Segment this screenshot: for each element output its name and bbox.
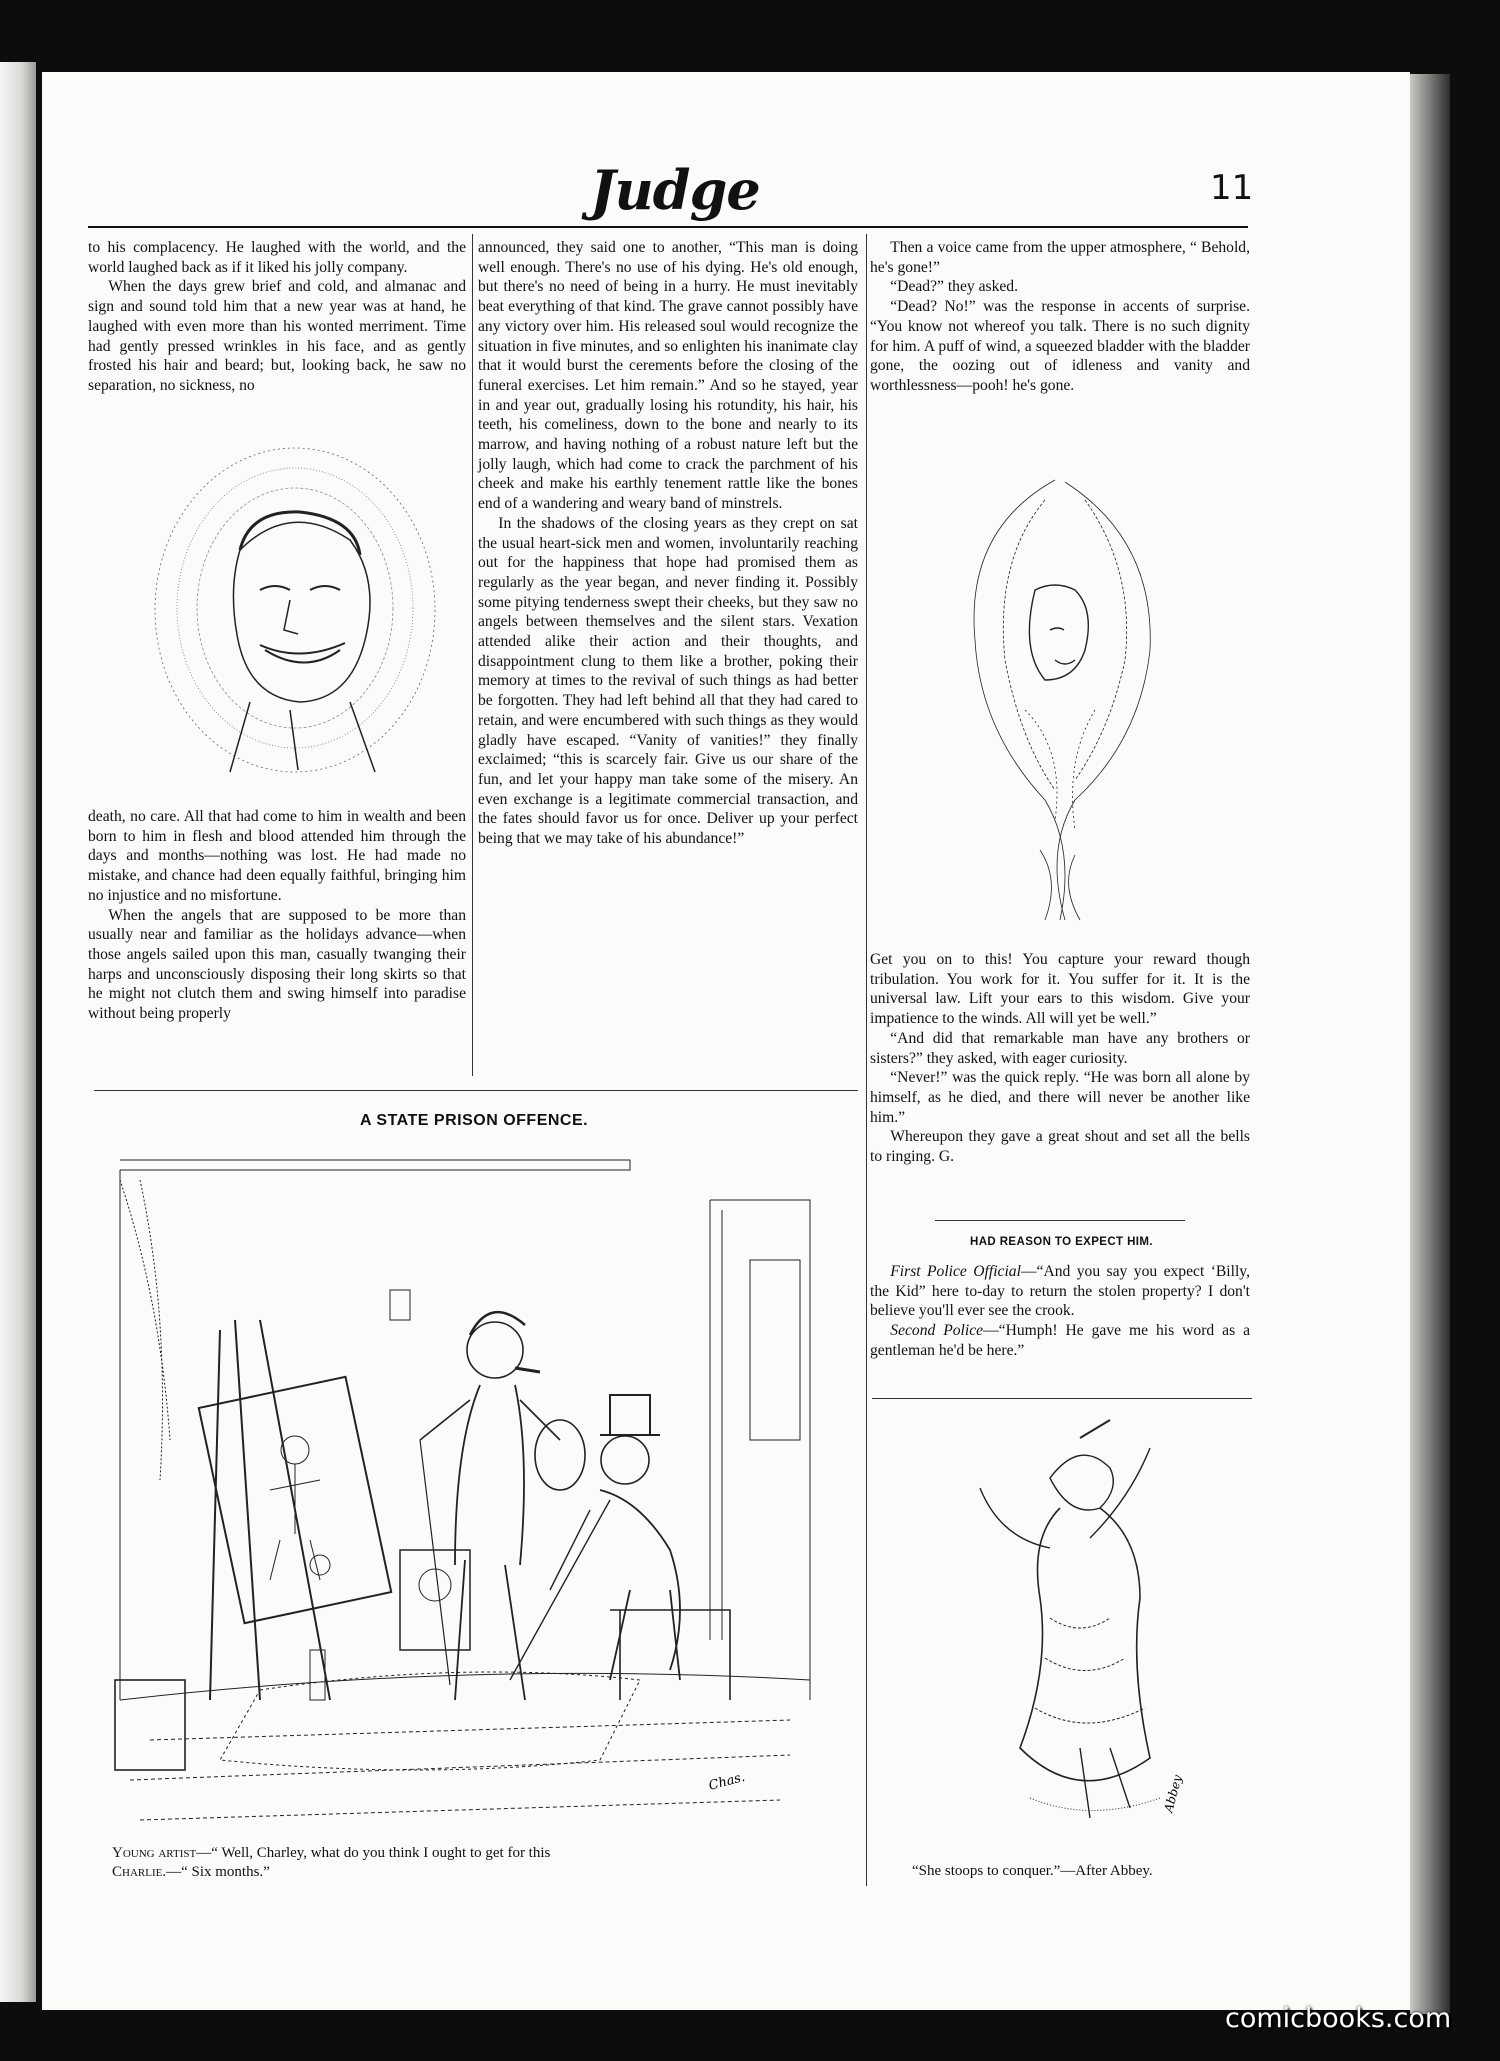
paragraph xyxy=(870,238,1250,277)
caption-line-2: —“ Six months.” xyxy=(166,1864,270,1880)
anecdote-title: HAD REASON TO EXPECT HIM. xyxy=(970,1236,1153,1248)
illustration-caption-abbey: “She stoops to conquer.”—After Abbey. xyxy=(912,1863,1153,1879)
paragraph xyxy=(870,1127,1250,1166)
paragraph-text: “Dead?” they asked. xyxy=(890,278,1018,296)
paragraph xyxy=(88,906,466,1024)
column-divider-2 xyxy=(866,234,867,1886)
caption-speaker-2: Charlie. xyxy=(112,1864,167,1880)
paragraph xyxy=(870,1068,1250,1127)
page-number: 11 xyxy=(1210,168,1254,208)
svg-text:Abbey: Abbey xyxy=(1161,1773,1185,1814)
column-1-bottom-text xyxy=(88,807,466,1024)
paragraph xyxy=(870,950,1250,1029)
anecdote-rule-top xyxy=(935,1220,1185,1221)
paragraph-text: Whereupon they gave a great shout and set all the bells to ringing. G. xyxy=(870,1128,1250,1166)
cartoon-title: A STATE PRISON OFFENCE. xyxy=(360,1112,589,1129)
paragraph-text: Then a voice came from the upper atmosphere, “ Behold, he's gone!” xyxy=(870,239,1250,276)
caption-line-1: —“ Well, Charley, what do you think I ought to get for this xyxy=(196,1845,551,1861)
paragraph xyxy=(870,1321,1250,1360)
paragraph xyxy=(88,807,466,906)
dancing-woman-illustration xyxy=(940,1418,1220,1838)
left-page-spine xyxy=(0,62,36,2002)
speaker-name: First Police Official xyxy=(890,1263,1021,1280)
paragraph-text: announced, they said one to another, “This man is doing well enough. There's no use of his dying. He's old enough, but there's no need of being in a hurry. He must inevitably beat everything of that kind. The grave cannot possibly have any victory over him. His released soul would recognize the situation in five minutes, and so enlighten his inanimate clay that it would burst the cerements before the closing of the funeral exercises. Let him remain.” And so he stayed, year in and year out, gradually losing his rotundity, his hair, his teeth, his comeliness, down to the bone and nearly to its marrow, and having nothing of a robust nature left but the jolly laugh, which had come to crack the parchment of his cheek and make his earthly tenement rattle like the bones end of a wandering and weary band of minstrels. xyxy=(478,239,858,513)
paragraph-text: When the angels that are supposed to be more than usually near and familiar as the holidays advance—when those angels sailed upon this man, casually twanging their harps and unconsciously disposing their long skirts so that he might not clutch them and swing himself into paradise without being properly xyxy=(88,906,466,1023)
paragraph-text: Get you on to this! You capture your reward though tribulation. You work for it. You suffer for it. It is the universal law. Lift your ears to this wisdom. Give your impatience to the winds. All will yet be well.” xyxy=(870,951,1250,1028)
state-prison-offence-cartoon xyxy=(110,1140,830,1830)
laughing-man-portrait xyxy=(150,440,440,780)
header-rule xyxy=(88,226,1248,228)
caption-speaker-1: Young artist xyxy=(112,1845,197,1861)
column-2-text xyxy=(478,238,858,849)
paragraph xyxy=(478,514,858,849)
masthead-title: Judge xyxy=(590,158,760,222)
column-3-top-text xyxy=(870,238,1250,396)
anecdote-rule-bottom xyxy=(872,1398,1252,1399)
paragraph xyxy=(870,1029,1250,1068)
paragraph-text: In the shadows of the closing years as they crept on sat the usual heart-sick men and women, involuntarily reaching out for the happiness that hope had promised them as regularly as the year began, and never finding it. Possibly some pitying tenderness swept their cheeks, but they saw no angels between themselves and the silent stars. Vexation attended alike their action and their thoughts, and disappointment clung to them like a brother, poking their memory at times to the revival of such things as had better be forgotten. They had left behind all that they had cared to retain, and were encumbered with such things as they would gladly have escaped. “Vanity of vanities!” they finally exclaimed; “this is scarcely fair. Give us our share of the fun, and let your happy man take some of the misery. An even exchange is a legitimate commercial transaction, and the fates should favor us for once. Deliver up your perfect being that we may take of his abundance!” xyxy=(478,514,858,848)
paragraph xyxy=(88,238,466,277)
paragraph xyxy=(870,1262,1250,1321)
column-divider-1 xyxy=(472,234,473,1076)
paragraph-text: to his complacency. He laughed with the world, and the world laughed back as if it liked his jolly company. xyxy=(88,239,466,276)
paragraph-text: death, no care. All that had come to him in wealth and been born to him in flesh and blood attended him through the days and months—nothing was lost. He had made no mistake, and chance had deen equally faithful, bringing him no injustice and no misfortune. xyxy=(88,808,466,904)
paragraph-text: “And did that remarkable man have any brothers or sisters?” they asked, with eager curiosity. xyxy=(870,1029,1250,1067)
paragraph xyxy=(478,238,858,514)
cartoon-signature: Chas. xyxy=(707,1769,747,1794)
paragraph-text: When the days grew brief and cold, and almanac and sign and sound told him that a new year was at hand, he laughed with even more than his wonted merriment. Time had gently pressed wrinkles in his face, and as gently frosted his hair and beard; but, looking back, he saw no separation, no sickness, no xyxy=(88,278,466,394)
paragraph-text: —“And you say you expect ‘Billy, the Kid” here to-day to return the stolen property? I don't believe you'll ever see the crook. xyxy=(870,1263,1250,1320)
cartoon-rule-top xyxy=(94,1090,858,1091)
column-1-top-text xyxy=(88,238,466,396)
paragraph xyxy=(870,297,1250,396)
speaker-name: Second Police xyxy=(890,1322,984,1340)
watermark: comicbooks.com xyxy=(1225,2003,1452,2034)
page-edge-shadow xyxy=(1410,74,1450,2014)
paragraph-text: “Dead? No!” was the response in accents of surprise. “You know not whereof you talk. There is no such dignity for him. A puff of wind, a squeezed bladder with the bladder gone, the oozing out of idleness and vanity and worthlessness—pooh! he's gone. xyxy=(870,298,1250,394)
cartoon-caption xyxy=(112,1844,832,1882)
column-3-bottom-text xyxy=(870,950,1250,1167)
paragraph-text: “Never!” was the quick reply. “He was born all alone by himself, as he died, and there will never be another like him.” xyxy=(870,1069,1250,1126)
paragraph xyxy=(88,277,466,395)
anecdote-text xyxy=(870,1262,1250,1361)
paragraph-text: —“Humph! He gave me his word as a gentleman he'd be here.” xyxy=(870,1322,1250,1359)
vanishing-man-illustration xyxy=(925,470,1195,930)
paragraph xyxy=(870,277,1250,297)
